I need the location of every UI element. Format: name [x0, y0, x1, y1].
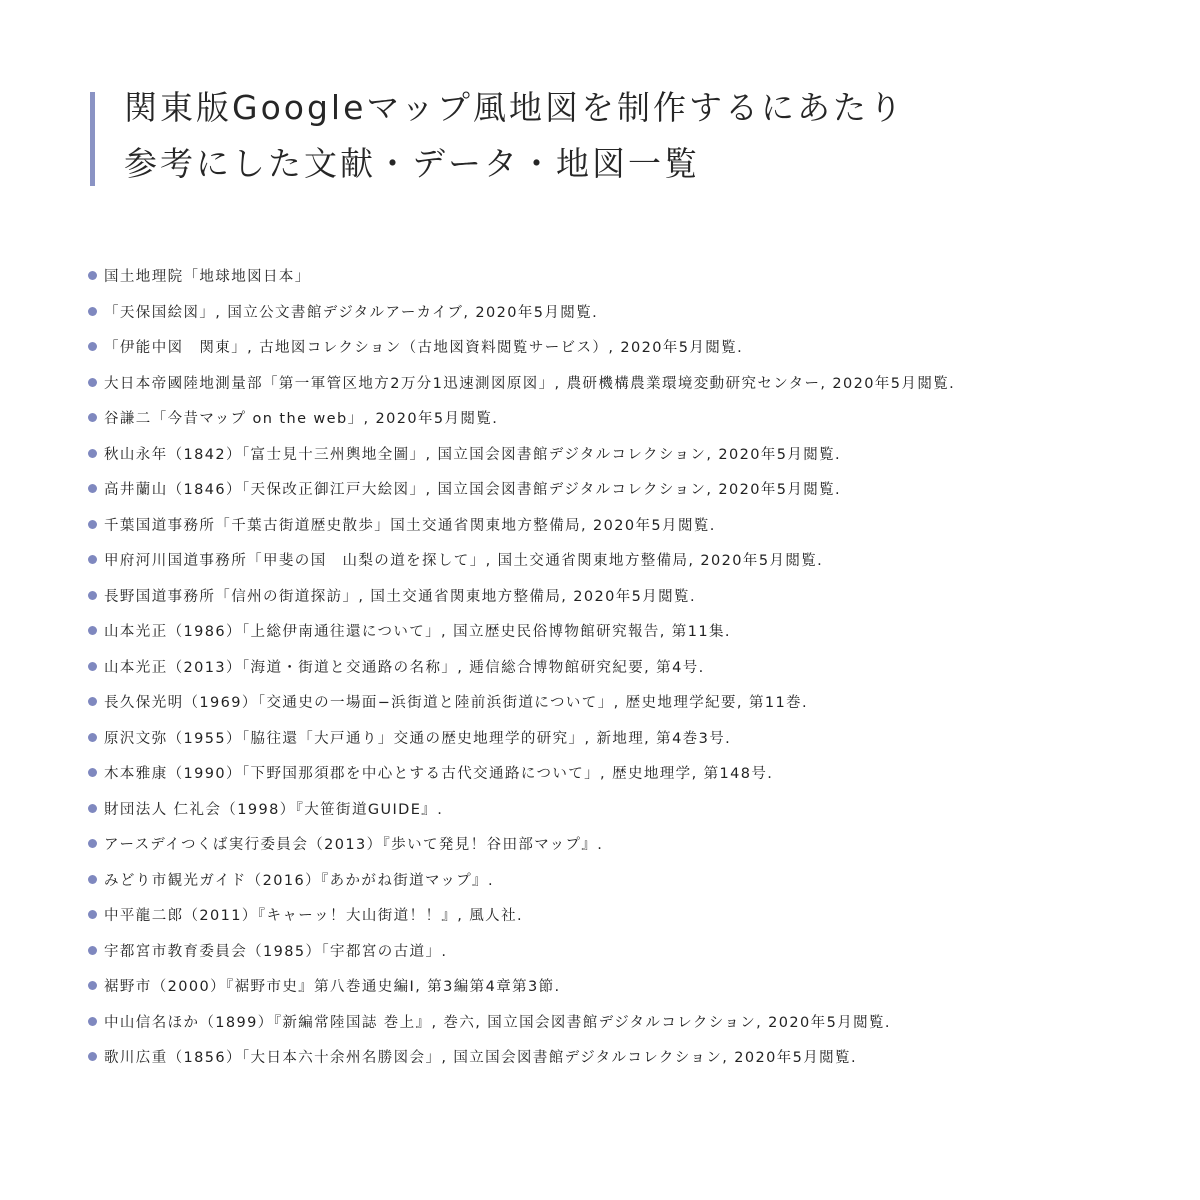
- title-accent-bar: [90, 92, 95, 186]
- bullet-icon: [88, 271, 97, 280]
- list-item: [88, 507, 1178, 543]
- reference-text: 国土地理院「地球地図日本」: [104, 269, 311, 286]
- reference-text: 中山信名ほか（1899）『新編常陸国誌 巻上』, 巻六, 国立国会図書館デジタルコレクション, 2020年5月閲覧.: [104, 1014, 891, 1031]
- list-item: [88, 826, 1178, 862]
- bullet-icon: [88, 1052, 97, 1061]
- list-item: [88, 897, 1178, 933]
- list-item: [88, 400, 1178, 436]
- bullet-icon: [88, 413, 97, 422]
- bullet-icon: [88, 626, 97, 635]
- bullet-icon: [88, 378, 97, 387]
- reference-text: 「伊能中図 関東」, 古地図コレクション（古地図資料閲覧サービス）, 2020年5月閲覧.: [104, 340, 744, 357]
- reference-text: 木本雅康（1990）「下野国那須郡を中心とする古代交通路について」, 歴史地理学, 第148号.: [104, 766, 774, 783]
- list-item: [88, 862, 1178, 898]
- list-item: [88, 294, 1178, 330]
- list-item: [88, 1004, 1178, 1040]
- list-item: [88, 755, 1178, 791]
- list-item: [88, 329, 1178, 365]
- bullet-icon: [88, 910, 97, 919]
- bullet-icon: [88, 449, 97, 458]
- bullet-icon: [88, 981, 97, 990]
- list-item: [88, 436, 1178, 472]
- reference-text: アースデイつくば実行委員会（2013）『歩いて発見！谷田部マップ』.: [104, 837, 604, 854]
- reference-text: 宇都宮市教育委員会（1985）「宇都宮の古道」.: [104, 943, 448, 960]
- reference-text: 財団法人 仁礼会（1998）『大笹街道GUIDE』.: [104, 801, 444, 818]
- list-item: [88, 365, 1178, 401]
- bullet-icon: [88, 733, 97, 742]
- bullet-icon: [88, 662, 97, 671]
- reference-text: 千葉国道事務所「千葉古街道歴史散歩」国土交通省関東地方整備局, 2020年5月閲覧.: [104, 517, 716, 534]
- reference-text: 歌川広重（1856）「大日本六十余州名勝図会」, 国立国会図書館デジタルコレクション, 2020年5月閲覧.: [104, 1050, 857, 1067]
- reference-text: 裾野市（2000）『裾野市史』第八巻通史編Ⅰ, 第3編第4章第3節.: [104, 979, 561, 996]
- reference-text: 「天保国絵図」, 国立公文書館デジタルアーカイブ, 2020年5月閲覧.: [104, 304, 599, 321]
- list-item: [88, 578, 1178, 614]
- reference-list: [88, 258, 1178, 1075]
- bullet-icon: [88, 484, 97, 493]
- page-title-line-2: 参考にした文献・データ・地図一覧: [124, 144, 700, 183]
- list-item: [88, 968, 1178, 1004]
- list-item: [88, 613, 1178, 649]
- reference-text: 長久保光明（1969）「交通史の一場面−浜街道と陸前浜街道について」, 歴史地理学紀要, 第11巻.: [104, 695, 809, 712]
- reference-text: 山本光正（1986）「上総伊南通往還について」, 国立歴史民俗博物館研究報告, 第11集.: [104, 624, 731, 641]
- list-item: [88, 791, 1178, 827]
- reference-text: 山本光正（2013）「海道・街道と交通路の名称」, 逓信総合博物館研究紀要, 第4号.: [104, 659, 705, 676]
- list-item: [88, 542, 1178, 578]
- title-block: [90, 88, 1170, 192]
- bullet-icon: [88, 946, 97, 955]
- bullet-icon: [88, 697, 97, 706]
- list-item: [88, 933, 1178, 969]
- reference-text: 原沢文弥（1955）「脇往還「大戸通り」交通の歴史地理学的研究」, 新地理, 第4巻3号.: [104, 730, 732, 747]
- bullet-icon: [88, 768, 97, 777]
- bullet-icon: [88, 555, 97, 564]
- list-item: [88, 258, 1178, 294]
- reference-text: 高井蘭山（1846）「天保改正御江戸大絵図」, 国立国会図書館デジタルコレクション, 2020年5月閲覧.: [104, 482, 842, 499]
- list-item: [88, 471, 1178, 507]
- reference-text: 甲府河川国道事務所「甲斐の国 山梨の道を探して」, 国土交通省関東地方整備局, 2020年5月閲覧.: [104, 553, 824, 570]
- bullet-icon: [88, 839, 97, 848]
- reference-text: 中平龍二郎（2011）『キャーッ！大山街道！！』, 風人社.: [104, 908, 523, 925]
- list-item: [88, 684, 1178, 720]
- bullet-icon: [88, 591, 97, 600]
- reference-text: 谷謙二「今昔マップ on the web」, 2020年5月閲覧.: [104, 411, 499, 428]
- bullet-icon: [88, 804, 97, 813]
- list-item: [88, 1039, 1178, 1075]
- reference-text: 秋山永年（1842）「富士見十三州輿地全圖」, 国立国会図書館デジタルコレクション, 2020年5月閲覧.: [104, 446, 842, 463]
- bullet-icon: [88, 520, 97, 529]
- bullet-icon: [88, 875, 97, 884]
- page-title-line-1: 関東版Googleマップ風地図を制作するにあたり: [124, 88, 906, 127]
- reference-text: 大日本帝國陸地測量部「第一軍管区地方2万分1迅速測図原図」, 農研機構農業環境変動研究センター, 2020年5月閲覧.: [104, 375, 956, 392]
- reference-text: 長野国道事務所「信州の街道探訪」, 国土交通省関東地方整備局, 2020年5月閲覧.: [104, 588, 696, 605]
- bullet-icon: [88, 342, 97, 351]
- bullet-icon: [88, 307, 97, 316]
- list-item: [88, 649, 1178, 685]
- reference-text: みどり市観光ガイド（2016）『あかがね街道マップ』.: [104, 872, 495, 889]
- bullet-icon: [88, 1017, 97, 1026]
- list-item: [88, 720, 1178, 756]
